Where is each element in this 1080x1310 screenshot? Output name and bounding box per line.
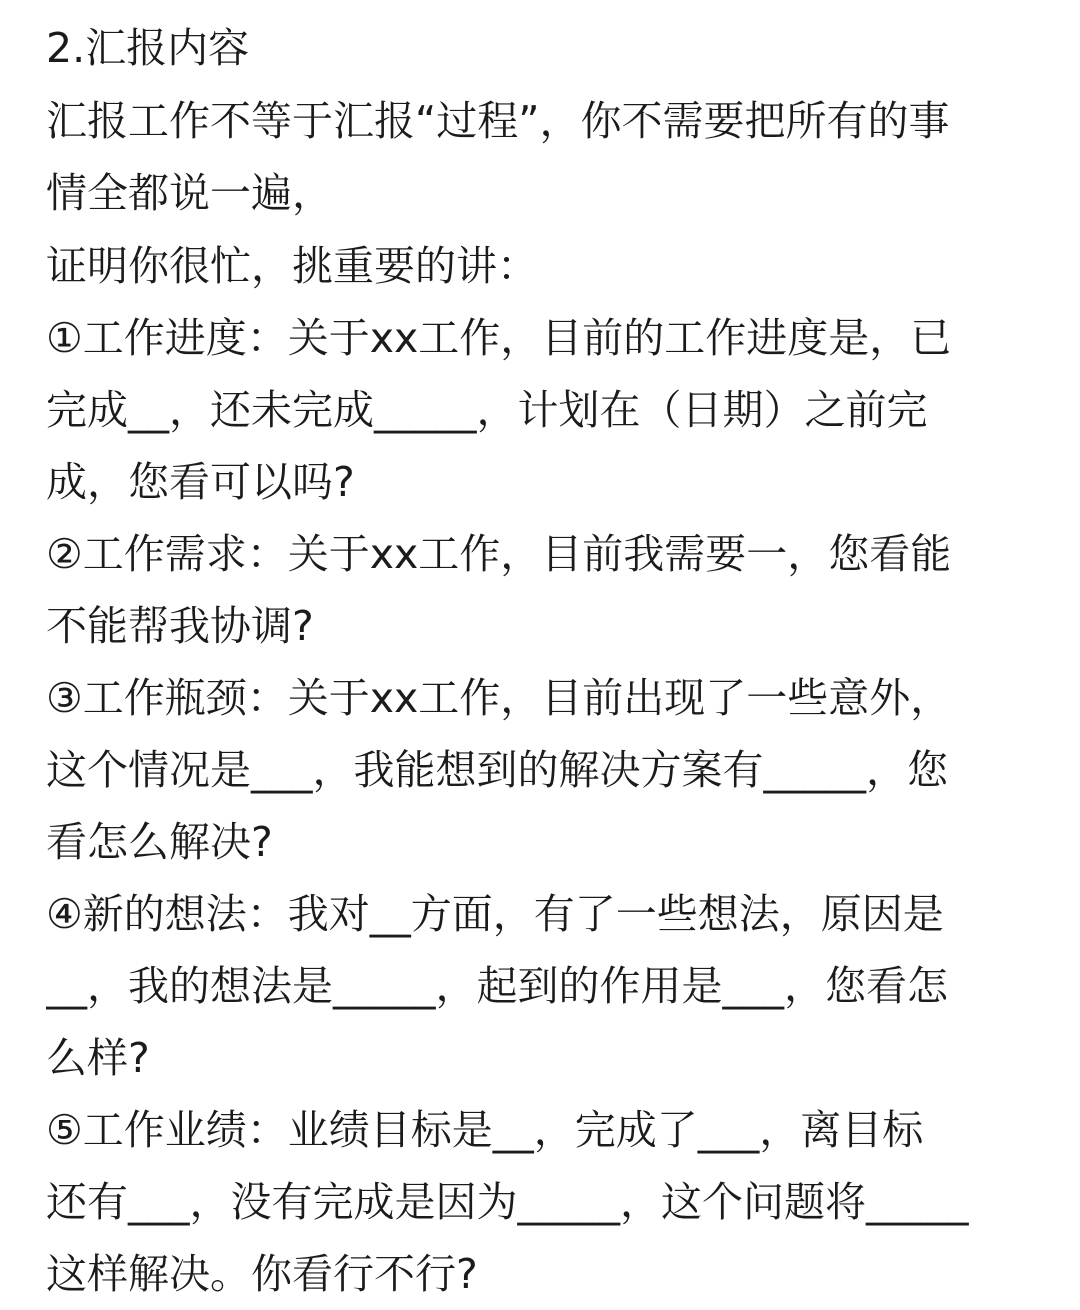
list-item-progress: ①工作进度：关于xx工作，目前的工作进度是，已: [46, 314, 952, 362]
text-line: 成，您看可以吗?: [46, 458, 355, 506]
text-line: 不能帮我协调?: [46, 602, 314, 650]
list-item-ideas: ④新的想法：我对__方面，有了一些想法，原因是: [46, 890, 944, 938]
text-line: 这样解决。你看行不行?: [46, 1250, 478, 1298]
list-item-bottleneck: ③工作瓶颈：关于xx工作，目前出现了一些意外，: [46, 674, 952, 722]
text-line: 么样?: [46, 1034, 150, 1082]
text-line: 这个情况是___，我能想到的解决方案有_____，您: [46, 746, 948, 794]
text-line: __，我的想法是_____，起到的作用是___，您看怎: [46, 962, 948, 1010]
list-item-needs: ②工作需求：关于xx工作，目前我需要一，您看能: [46, 530, 952, 578]
section-heading: 2.汇报内容: [46, 24, 250, 72]
text-line: 还有___，没有完成是因为_____，这个问题将_____: [46, 1178, 969, 1226]
text-line: 完成__，还未完成_____，计划在（日期）之前完: [46, 386, 928, 434]
text-line: 汇报工作不等于汇报“过程”，你不需要把所有的事: [46, 97, 950, 145]
list-item-performance: ⑤工作业绩：业绩目标是__，完成了___，离目标: [46, 1106, 924, 1154]
text-line: 情全都说一遍，: [46, 169, 333, 217]
text-line: 证明你很忙，挑重要的讲：: [46, 242, 538, 290]
text-line: 看怎么解决?: [46, 818, 273, 866]
